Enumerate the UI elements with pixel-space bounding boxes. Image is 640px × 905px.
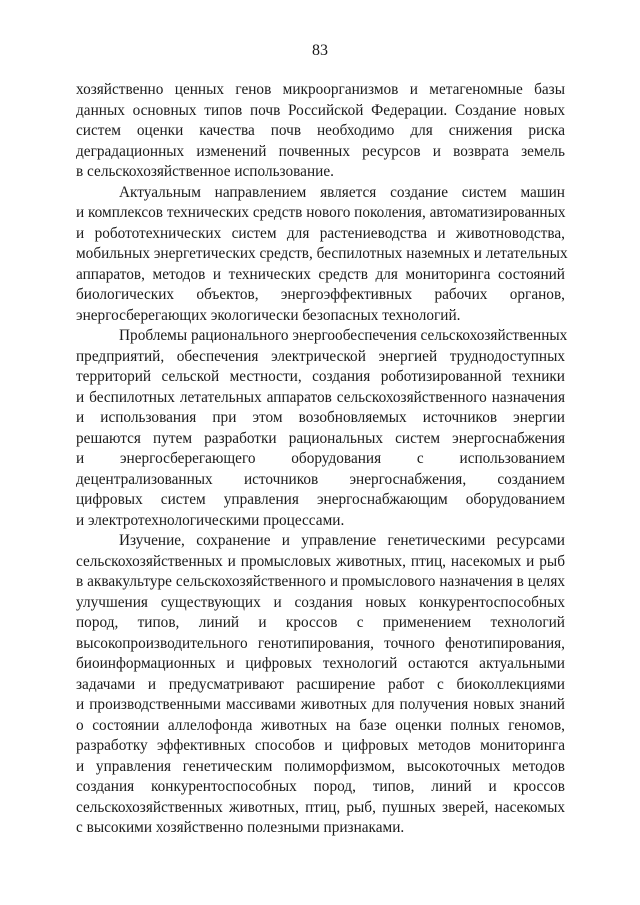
text-line: деградационных изменений почвенных ресурсов и возврата земель — [76, 142, 565, 160]
text-line: цифровых систем управления энергоснабжающим оборудованием — [76, 491, 565, 508]
text-line: Актуальным направлением является создание систем машин — [119, 183, 565, 201]
text-line: сельскохозяйственных животных, птиц, рыб, пушных зверей, насекомых — [76, 798, 565, 816]
text-line: создания конкурентоспособных пород, типов, линий и кроссов — [76, 778, 565, 795]
text-line: и беспилотных летательных аппаратов сельскохозяйственного назначения — [76, 388, 565, 406]
text-line: решаются путем разработки рациональных систем энергоснабжения — [76, 429, 565, 447]
text-line: хозяйственно ценных генов микроорганизмов и метагеномные базы — [76, 81, 565, 98]
text-line: и энергосберегающего оборудования с использованием — [76, 450, 565, 467]
paragraph-3 — [76, 326, 568, 531]
text-line: разработку эффективных способов и цифровых методов мониторинга — [76, 737, 565, 754]
paragraph-2 — [76, 183, 568, 327]
text-line: задачами и предусматривают расширение работ с биоколлекциями — [76, 675, 565, 693]
page-number: 83 — [312, 42, 328, 59]
text-line: и робототехнических систем для растениеводства и животноводства, — [76, 224, 565, 242]
text-line: и использования при этом возобновляемых источников энергии — [76, 409, 565, 426]
text-line: мобильных энергетических средств, беспилотных наземных и летательных — [76, 245, 568, 262]
text-line: данных основных типов почв Российской Федерации. Создание новых — [76, 101, 565, 119]
text-line: с высокими хозяйственно полезными признаками. — [76, 819, 405, 836]
text-line: Проблемы рационального энергообеспечения сельскохозяйственных — [119, 327, 568, 344]
text-line: и управления генетическим полиморфизмом, высокоточных методов — [76, 757, 565, 775]
text-line: биологических объектов, энергоэффективных рабочих органов, — [76, 286, 565, 303]
text-line: систем оценки качества почв необходимо для снижения риска — [76, 122, 565, 139]
text-line: в сельскохозяйственное использование. — [76, 163, 334, 180]
text-line: и производственными массивами животных для получения новых знаний — [76, 696, 565, 713]
text-line: децентрализованных источников энергоснабжения, созданием — [76, 470, 565, 488]
document-body — [76, 80, 568, 839]
text-line: о состоянии аллелофонда животных на базе оценки полных геномов, — [76, 716, 565, 734]
text-line: биоинформационных и цифровых технологий остаются актуальными — [76, 655, 565, 672]
text-line: пород, типов, линий и кроссов с применением технологий — [76, 614, 565, 631]
paragraph-1 — [76, 80, 565, 183]
text-line: и комплексов технических средств нового поколения, автоматизированных — [76, 204, 566, 221]
text-line: предприятий, обеспечения электрической энергией труднодоступных — [76, 347, 565, 365]
text-line: и электротехнологическими процессами. — [76, 511, 345, 529]
text-line: сельскохозяйственных и промысловых животных, птиц, насекомых и рыб — [76, 552, 565, 570]
text-line: в аквакультуре сельскохозяйственного и промыслового назначения в целях — [76, 573, 565, 590]
text-line: высокопроизводительного генотипирования, точного фенотипирования, — [76, 634, 565, 652]
text-line: аппаратов, методов и технических средств для мониторинга состояний — [76, 265, 565, 283]
text-line: Изучение, сохранение и управление генетическими ресурсами — [119, 532, 565, 549]
text-line: территорий сельской местности, создания роботизированной техники — [76, 368, 565, 385]
paragraph-4 — [76, 531, 565, 839]
text-line: энергосберегающих экологически безопасных технологий. — [76, 306, 461, 324]
text-line: улучшения существующих и создания новых конкурентоспособных — [76, 593, 565, 611]
